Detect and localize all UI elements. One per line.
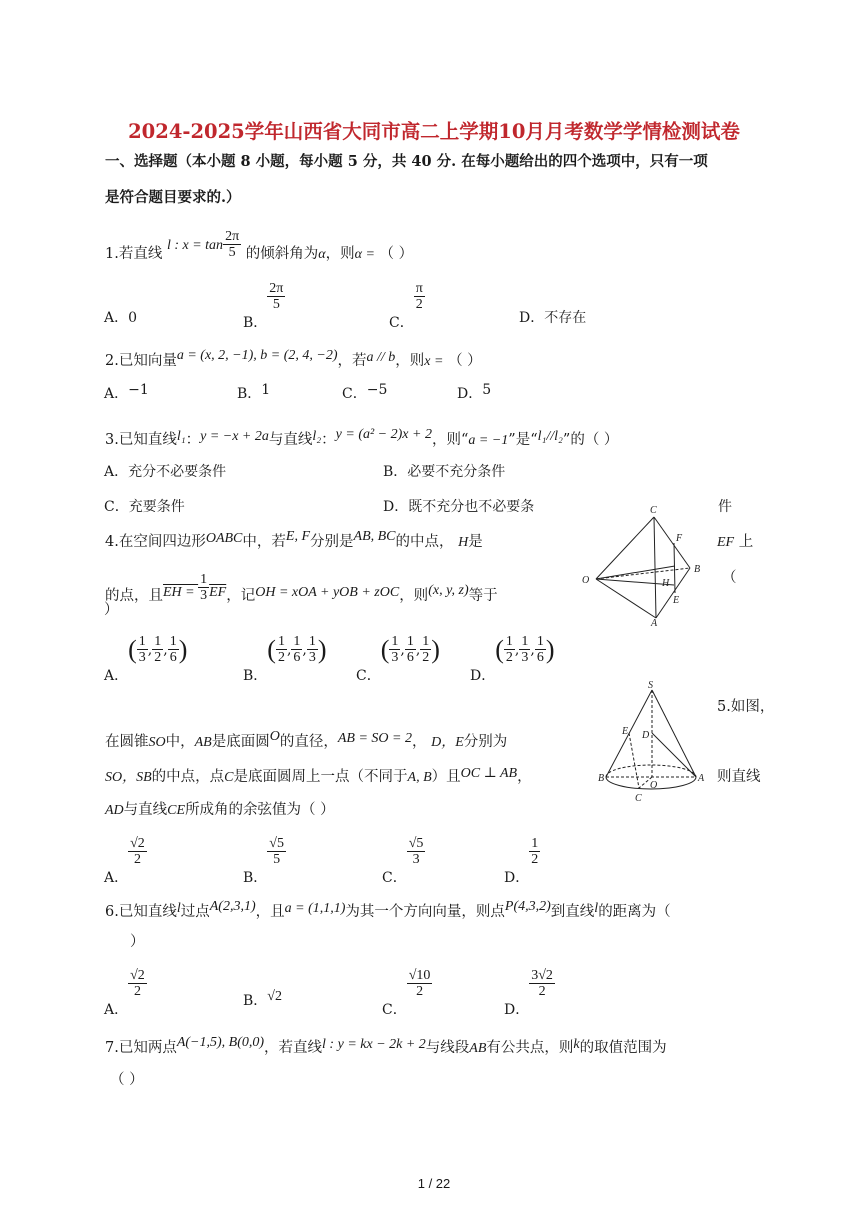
q6-option-a [104, 968, 147, 1018]
q6-p-point: P(4,3,2) [504, 899, 551, 914]
q4-option-b: B．( $\frac{1}{2}$ , $\frac{1}{6}$ , $\frac{1}{3}$ ) [243, 634, 327, 684]
q5-l1f: 分别为 [463, 734, 508, 750]
q4-ef-vec: $\overline{EF}$ [209, 584, 227, 600]
question-5-line2 [105, 765, 532, 786]
q1-c-num: π [415, 281, 423, 296]
question-2 [105, 349, 482, 370]
q5-a-frac [128, 836, 147, 868]
q6-a-num: √2 [130, 968, 145, 983]
q6-d-den: 2 [538, 984, 546, 1000]
q7-ab: AB [469, 1041, 487, 1056]
q6-mid4: 到直线 [550, 904, 595, 920]
q1-option-a [104, 307, 137, 327]
q2-blank: （ ） [448, 353, 482, 369]
q1-alpha-eq: α = [354, 246, 375, 262]
q6-option-c [382, 968, 432, 1018]
q6-option-d [504, 968, 555, 1018]
q4-d-f2: $\frac{1}{3}$ [521, 634, 529, 666]
q4-option-d: D．( $\frac{1}{2}$ , $\frac{1}{3}$ , $\frac{1}{6}$ ) [470, 634, 555, 684]
q5-abso: AB = SO = 2 [337, 731, 412, 746]
q6-d-num: 3√2 [531, 968, 553, 983]
q1-c-frac [414, 281, 425, 313]
q4-closing: ） [104, 602, 119, 618]
q4-a-f2: $\frac{1}{2}$ [154, 634, 162, 666]
q1-alpha: α [318, 246, 326, 262]
q6-a-frac [128, 968, 147, 1000]
q6-a-point: A(2,3,1) [209, 899, 256, 914]
q2-d-label: D． [457, 386, 483, 402]
q3-cond: a = −1 [468, 433, 509, 448]
q4-mid2: 分别是 [310, 534, 354, 550]
q4-b-f3: $\frac{1}{3}$ [308, 634, 316, 666]
q5-c-label: C． [382, 869, 407, 886]
q5-d-den: 2 [531, 852, 539, 868]
q6-c-label: C． [382, 1001, 407, 1018]
q5-l1c: 是底面圆 [211, 734, 270, 750]
fig5-label-s: S [648, 680, 653, 691]
q2-b-label: B． [237, 386, 262, 402]
q4-eh-den: 3 [200, 588, 208, 604]
q6-a-label: A． [104, 1001, 129, 1018]
q2-parallel: a // b [366, 350, 396, 365]
q4-eh-eq: EH = [163, 584, 199, 600]
q5-l1b: 中， [165, 734, 195, 750]
q5-l2b: 的中点，点 [151, 769, 225, 785]
q7-points: A(−1,5), B(0,0) [176, 1035, 265, 1050]
q6-mid2: ，且 [255, 904, 285, 920]
fig5-label-a: A [698, 773, 705, 784]
q3-mid: 与直线 [268, 432, 313, 448]
q2-b-val: 1 [261, 382, 271, 398]
q4-option-a: A．( $\frac{1}{3}$ , $\frac{1}{2}$ , $\frac{1}{6}$ ) [104, 634, 188, 684]
fig5-label-e: E [622, 726, 629, 737]
q1-option-c [389, 281, 425, 331]
q4-eh-num: 1 [200, 572, 208, 587]
q3-l2: l₂ [312, 429, 322, 444]
q3-prefix: 3.已知直线 [105, 432, 177, 448]
q4-d-f3: $\frac{1}{6}$ [536, 634, 544, 666]
question-3 [105, 428, 618, 449]
q4-line2-prefix: 的点，且 [105, 587, 163, 604]
q1-fraction [223, 229, 241, 261]
fig4-label-h: H [662, 578, 670, 589]
q4-c-f3: $\frac{1}{2}$ [422, 634, 430, 666]
fig4-label-e: E [673, 595, 680, 606]
q2-prefix: 2.已知向量 [105, 353, 177, 369]
q5-option-a [104, 836, 147, 886]
q1-d-label: D． [519, 310, 545, 326]
q1-b-den: 5 [272, 297, 280, 313]
q4-mid4: 是 [468, 534, 483, 550]
q3-eq2: y = (a² − 2)x + 2 [335, 427, 432, 442]
fig4-label-a: A [651, 618, 658, 628]
q1-d-val: 不存在 [544, 310, 587, 326]
q6-b-label: B． [243, 993, 268, 1009]
question-5-line3 [105, 798, 335, 819]
page-title: 2024-2025学年山西省大同市高二上学期10月月考数学学情检测试卷 [128, 120, 740, 143]
q1-frac-num: 2π [225, 229, 240, 244]
q1-suffix: 的倾斜角为 [245, 245, 319, 262]
q3-colon1: ： [185, 432, 201, 448]
q4-oabc: OABC [205, 531, 243, 546]
fig4-label-f: F [676, 533, 683, 544]
fig4-label-c: C [650, 505, 657, 516]
q3-mid3: ”是“ [508, 432, 538, 448]
q2-option-c [342, 383, 387, 403]
q5-option-d [504, 836, 540, 886]
fig5-label-b: B [598, 773, 605, 784]
q4-prefix: 4.在空间四边形 [105, 534, 206, 550]
q5-side: 则直线 [717, 769, 761, 785]
section-heading-line2: 是符合题目要求的.） [105, 189, 241, 206]
q6-d-label: D． [504, 1001, 530, 1018]
q5-l3a: AD [105, 803, 124, 818]
q2-c-val: −5 [366, 382, 388, 398]
q4-a-f1: $\frac{1}{3}$ [138, 634, 146, 666]
q1-line-eq: l : x = tan [166, 237, 224, 253]
q5-number: 5.如图， [717, 699, 775, 715]
q6-a-den: 2 [133, 984, 141, 1000]
q4-mid3: 的中点， [395, 534, 454, 550]
q5-b-den: 5 [273, 852, 281, 868]
q4-abbc: AB, BC [353, 529, 396, 544]
question-4-line2 [105, 572, 498, 612]
q2-a-label: A． [104, 386, 129, 402]
q3-option-c: C．充要条件 [104, 499, 185, 515]
question-7 [105, 1036, 667, 1057]
q5-l1a: 在圆锥 [105, 734, 149, 750]
q6-l2: l [594, 901, 599, 916]
q5-d-label: D． [504, 869, 530, 886]
q3-overflow: 件 [718, 499, 732, 515]
q6-option-b [243, 990, 282, 1010]
q5-ce: CE [167, 803, 186, 818]
q7-mid: ，若直线 [264, 1040, 323, 1056]
q5-l2a: SO，SB [105, 770, 152, 785]
q5-option-b [243, 836, 286, 886]
q4-c-f2: $\frac{1}{6}$ [406, 634, 414, 666]
q5-a-label: A． [104, 869, 129, 886]
q6-c-den: 2 [416, 984, 424, 1000]
q5-ocab: OC ⊥ AB [460, 766, 518, 781]
q3-mid2: ，则“ [431, 432, 469, 448]
q5-l1e: ， [411, 734, 427, 750]
q6-mid: 过点 [180, 904, 210, 920]
q3-l1: l₁ [176, 429, 186, 444]
fig4-label-b: B [694, 564, 701, 575]
fig4-label-o: O [582, 575, 590, 586]
q3-colon2: ： [321, 432, 336, 448]
q4-tetrahedron-figure [578, 500, 708, 628]
q5-ab: AB [194, 735, 212, 750]
q2-d-val: 5 [482, 382, 492, 398]
q6-closing: ） [130, 934, 145, 950]
q5-o: O [269, 729, 280, 744]
q2-mid: ，若 [337, 353, 367, 369]
fig5-label-o: O [650, 780, 658, 791]
q3-suffix: ”的（ ） [562, 432, 619, 448]
q3-option-a: A．充分不必要条件 [104, 464, 227, 480]
q5-b-num: √5 [269, 836, 284, 851]
q2-vectors: a = (x, 2, −1), b = (2, 4, −2) [176, 348, 338, 363]
q5-de: D，E [431, 735, 464, 750]
page-number: 1 / 22 [417, 1176, 451, 1191]
q6-prefix: 6.已知直线 [105, 904, 177, 920]
q4-side-paren: （ [722, 570, 737, 586]
q7-suffix: 的取值范围为 [579, 1040, 667, 1056]
q1-option-d [519, 307, 586, 327]
q2-option-a [104, 383, 149, 403]
q5-d-num: 1 [531, 836, 539, 851]
q6-l: l [176, 901, 181, 916]
q5-ab2: A, B [407, 770, 432, 785]
q4-c-f1: $\frac{1}{3}$ [391, 634, 399, 666]
q1-b-frac [267, 281, 285, 313]
q1-prefix: 1.若直线 [105, 245, 163, 262]
q4-d-label: D． [470, 667, 496, 684]
q5-l3b: 与直线 [123, 802, 168, 818]
q5-b-frac [267, 836, 286, 868]
q2-x-eq: x = [424, 354, 444, 369]
question-4-line1 [105, 530, 483, 551]
q1-c-label: C． [389, 314, 414, 331]
q1-suffix2: ，则 [325, 245, 355, 262]
q2-suffix: ，则 [395, 353, 425, 369]
q3-eq1: y = −x + 2a [200, 429, 269, 444]
q5-a-num: √2 [130, 836, 145, 851]
q6-suffix: 的距离为（ [598, 904, 671, 920]
q4-d-f1: $\frac{1}{2}$ [505, 634, 513, 666]
q3-par: l₁//l₂ [537, 429, 563, 444]
q7-mid3: 有公共点，则 [486, 1040, 574, 1056]
section-heading-line1: 一、选择题（本小题 8 小题，每小题 5 分，共 40 分. 在每小题给出的四个选项中，只有一项 [105, 153, 708, 170]
q5-so: SO [148, 735, 166, 750]
q4-oh-eq: OH = xOA + yOB + zOC [255, 584, 400, 600]
q5-l1d: 的直径， [279, 734, 338, 750]
q7-line: l : y = kx − 2k + 2 [322, 1037, 426, 1052]
q2-c-label: C． [342, 386, 367, 402]
q4-a-f3: $\frac{1}{6}$ [169, 634, 177, 666]
q1-option-b [243, 281, 285, 331]
q5-d-frac [529, 836, 540, 868]
q4-side-ef [717, 530, 753, 551]
q2-option-b [237, 383, 270, 403]
q1-frac-den: 5 [228, 245, 236, 261]
q3-option-b: B．必要不充分条件 [383, 464, 506, 480]
q1-a-label: A． [104, 310, 129, 326]
q4-a-label: A． [104, 667, 129, 684]
q4-b-f2: $\frac{1}{6}$ [293, 634, 301, 666]
q7-mid2: 与线段 [425, 1040, 470, 1056]
q4-b-f1: $\frac{1}{2}$ [277, 634, 285, 666]
q6-mid3: 为其一个方向向量，则点 [345, 904, 505, 920]
q3-option-d: D．既不充分也不必要条 [383, 499, 535, 515]
q6-c-num: √10 [408, 968, 431, 983]
q5-l2e: ， [517, 769, 532, 785]
q4-suffix: 等于 [468, 587, 498, 604]
fig5-label-d: D [642, 730, 650, 741]
q1-a-val: 0 [128, 310, 138, 326]
q6-c-frac [407, 968, 433, 1000]
q4-mid6: ，则 [399, 587, 429, 604]
q4-mid: 中，若 [242, 534, 286, 550]
q1-blank: （ ） [379, 245, 414, 262]
q5-b-label: B． [243, 869, 268, 886]
q4-c-label: C． [356, 667, 381, 684]
q7-k: k [573, 1037, 580, 1052]
fig5-label-c: C [635, 793, 642, 804]
q5-a-den: 2 [133, 852, 141, 868]
q4-eh-frac [198, 572, 209, 604]
q1-b-label: B． [243, 314, 268, 331]
q5-c: C [224, 770, 234, 785]
q4-ef: E, F [285, 529, 311, 544]
q5-option-c [382, 836, 425, 886]
q5-cone-figure [596, 680, 708, 806]
q4-option-c: C．( $\frac{1}{3}$ , $\frac{1}{6}$ , $\frac{1}{2}$ ) [356, 634, 440, 684]
q7-blank: （ ） [110, 1072, 144, 1088]
q1-b-num: 2π [269, 281, 284, 296]
q5-c-num: √5 [408, 836, 424, 851]
q6-a-vector: a = (1,1,1) [284, 901, 346, 916]
q5-c-frac [407, 836, 426, 868]
q2-a-val: −1 [128, 382, 149, 398]
q7-prefix: 7.已知两点 [105, 1040, 177, 1056]
q4-side-on: 上 [738, 534, 754, 550]
q2-option-d [457, 383, 491, 403]
q5-l2d: ）且 [431, 769, 461, 785]
q4-xyz: (x, y, z) [428, 582, 469, 598]
q5-c-den: 3 [412, 852, 420, 868]
q5-l3c: 所成角的余弦值为（ ） [185, 802, 335, 818]
question-5-line1 [105, 730, 507, 751]
q4-mid5: ，记 [226, 587, 256, 604]
q4-h: H [458, 535, 469, 550]
q6-d-frac [529, 968, 555, 1000]
q4-side-ef-text: EF [717, 535, 735, 550]
q1-c-den: 2 [415, 297, 423, 313]
q4-b-label: B． [243, 667, 268, 684]
question-6 [105, 900, 671, 921]
q5-l2c: 是底面圆周上一点（不同于 [233, 769, 408, 785]
q6-b-val: √2 [267, 989, 282, 1004]
